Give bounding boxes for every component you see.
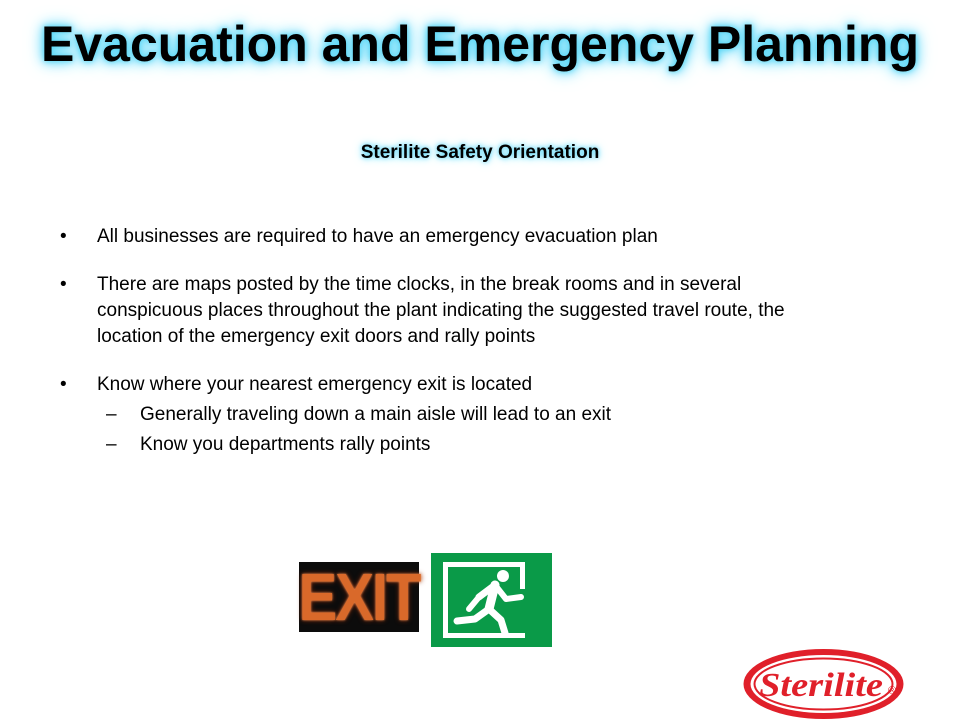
bullet-item — [60, 224, 820, 250]
slide-subtitle: Sterilite Safety Orientation — [360, 142, 600, 163]
sub-bullet-marker: – — [106, 434, 117, 455]
sub-bullet-marker: – — [106, 404, 117, 425]
exit-sign-text: EXIT — [298, 559, 420, 635]
sub-bullet-item — [60, 432, 820, 458]
bullet-list — [60, 224, 820, 458]
sterilite-logo — [742, 648, 905, 720]
bullet-marker: • — [60, 274, 67, 295]
sub-bullet-text: Generally traveling down a main aisle will lead to an exit — [140, 404, 612, 425]
running-man-exit-icon — [431, 553, 552, 647]
bullet-text: There are maps posted by the time clocks, in the break rooms and in several conspicuous places throughout the plant indicating the suggested travel route, the location of the emergency exit doors and rally points — [97, 274, 785, 347]
sub-bullet-item — [60, 402, 820, 428]
bullet-text: Know where your nearest emergency exit is located — [97, 374, 533, 395]
bullet-text: All businesses are required to have an emergency evacuation plan — [97, 226, 658, 247]
bullet-item — [60, 372, 820, 398]
svg-text:Sterilite: Sterilite — [759, 667, 883, 704]
bullet-marker: • — [60, 226, 67, 247]
bullet-marker: • — [60, 374, 67, 395]
slide-title: Evacuation and Emergency Planning — [40, 16, 919, 72]
exit-sign-image — [298, 559, 420, 635]
svg-text:®: ® — [888, 685, 897, 697]
bullet-item — [60, 272, 797, 350]
sub-bullet-text: Know you departments rally points — [140, 434, 431, 455]
